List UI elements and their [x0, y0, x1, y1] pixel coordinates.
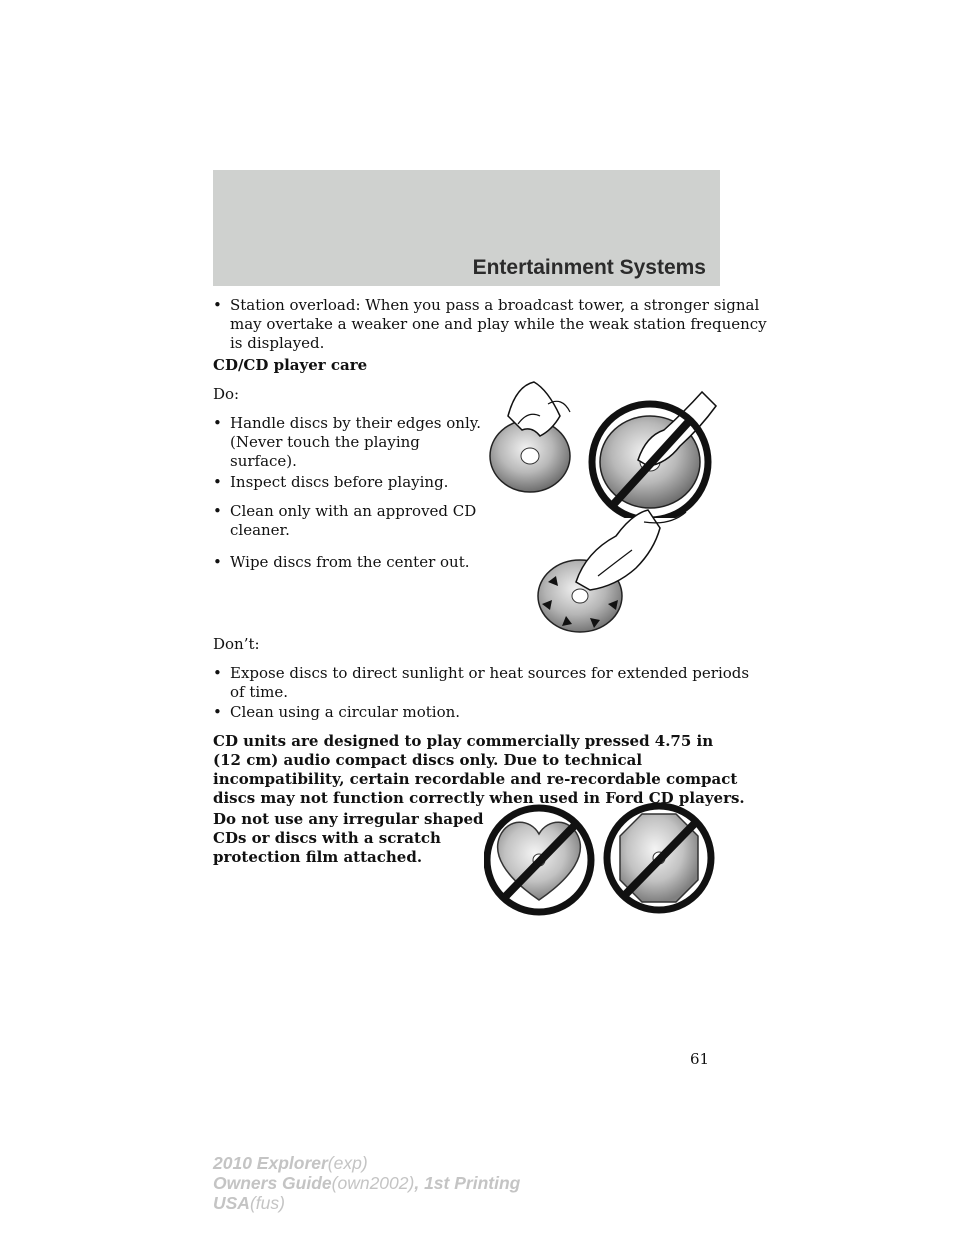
- footer-region: USA: [213, 1193, 250, 1213]
- bullet: •: [213, 553, 222, 571]
- text-line: Clean only with an approved CD: [230, 502, 477, 520]
- bullet: •: [213, 473, 222, 491]
- dont-label: Don’t:: [213, 635, 260, 653]
- text-line: protection film attached.: [213, 848, 423, 866]
- text-line: may overtake a weaker one and play while the weak station frequency: [230, 315, 767, 333]
- section-header-band: [213, 170, 720, 286]
- text-line: surface).: [230, 452, 297, 470]
- text-line: CDs or discs with a scratch: [213, 829, 441, 847]
- text-line: Inspect discs before playing.: [230, 473, 449, 491]
- page-number: 61: [690, 1050, 710, 1068]
- wipe-center-out-illustration: [536, 506, 692, 636]
- list-item-inspect-discs: [213, 473, 448, 492]
- footer-guide: Owners Guide: [213, 1173, 332, 1193]
- text-line: Wipe discs from the center out.: [230, 553, 470, 571]
- disc-handling-illustration: [488, 376, 720, 518]
- text-line: Clean using a circular motion.: [230, 703, 461, 721]
- bullet: •: [213, 703, 222, 721]
- list-item-clean-approved: [213, 502, 476, 540]
- footer-line-guide: [213, 1173, 520, 1193]
- text-line: CD units are designed to play commercially pressed 4.75 in: [213, 732, 714, 750]
- irregular-discs-note: [213, 810, 484, 867]
- text-line: incompatibility, certain recordable and re-recordable compact: [213, 770, 738, 788]
- disc-held-by-edges: [490, 382, 570, 492]
- footer-region-code: (fus): [249, 1193, 285, 1213]
- text-line: of time.: [230, 683, 289, 701]
- text-line: Handle discs by their edges only.: [230, 414, 482, 432]
- footer-line-region: [213, 1193, 520, 1213]
- text-line: is displayed.: [230, 334, 325, 352]
- list-item-expose-sunlight: [213, 664, 749, 702]
- footer-model-code: (exp): [327, 1153, 368, 1173]
- bullet: •: [213, 502, 222, 520]
- list-item-wipe-center-out: [213, 553, 470, 572]
- heart-shaped-disc: [487, 808, 591, 912]
- bullet: •: [213, 664, 222, 682]
- text-line: (12 cm) audio compact discs only. Due to technical: [213, 751, 643, 769]
- section-title: Entertainment Systems: [472, 256, 706, 279]
- text-line: cleaner.: [230, 521, 290, 539]
- do-label: Do:: [213, 385, 240, 403]
- compatibility-note: [213, 732, 745, 808]
- disc-touch-surface-prohibited: [592, 392, 716, 518]
- footer-guide-code: (own2002): [331, 1173, 415, 1193]
- care-heading: CD/CD player care: [213, 356, 368, 374]
- octagon-shaped-disc: [607, 806, 711, 910]
- bullet: •: [213, 296, 222, 314]
- footer-line-model: [213, 1153, 520, 1173]
- text-line: Do not use any irregular shaped: [213, 810, 484, 828]
- list-item-handle-discs: [213, 414, 481, 471]
- text-line: (Never touch the playing: [230, 433, 420, 451]
- document-footer: [213, 1153, 520, 1213]
- text-line: discs may not function correctly when used in Ford CD players.: [213, 789, 745, 807]
- text-line: Station overload: When you pass a broadcast tower, a stronger signal: [230, 296, 760, 314]
- list-item-station-overload: [213, 296, 767, 353]
- footer-printing: , 1st Printing: [414, 1173, 521, 1193]
- list-item-circular-motion: [213, 703, 460, 722]
- footer-model: 2010 Explorer: [213, 1153, 328, 1173]
- bullet: •: [213, 414, 222, 432]
- irregular-discs-illustration: [484, 800, 716, 918]
- text-line: Expose discs to direct sunlight or heat sources for extended periods: [230, 664, 750, 682]
